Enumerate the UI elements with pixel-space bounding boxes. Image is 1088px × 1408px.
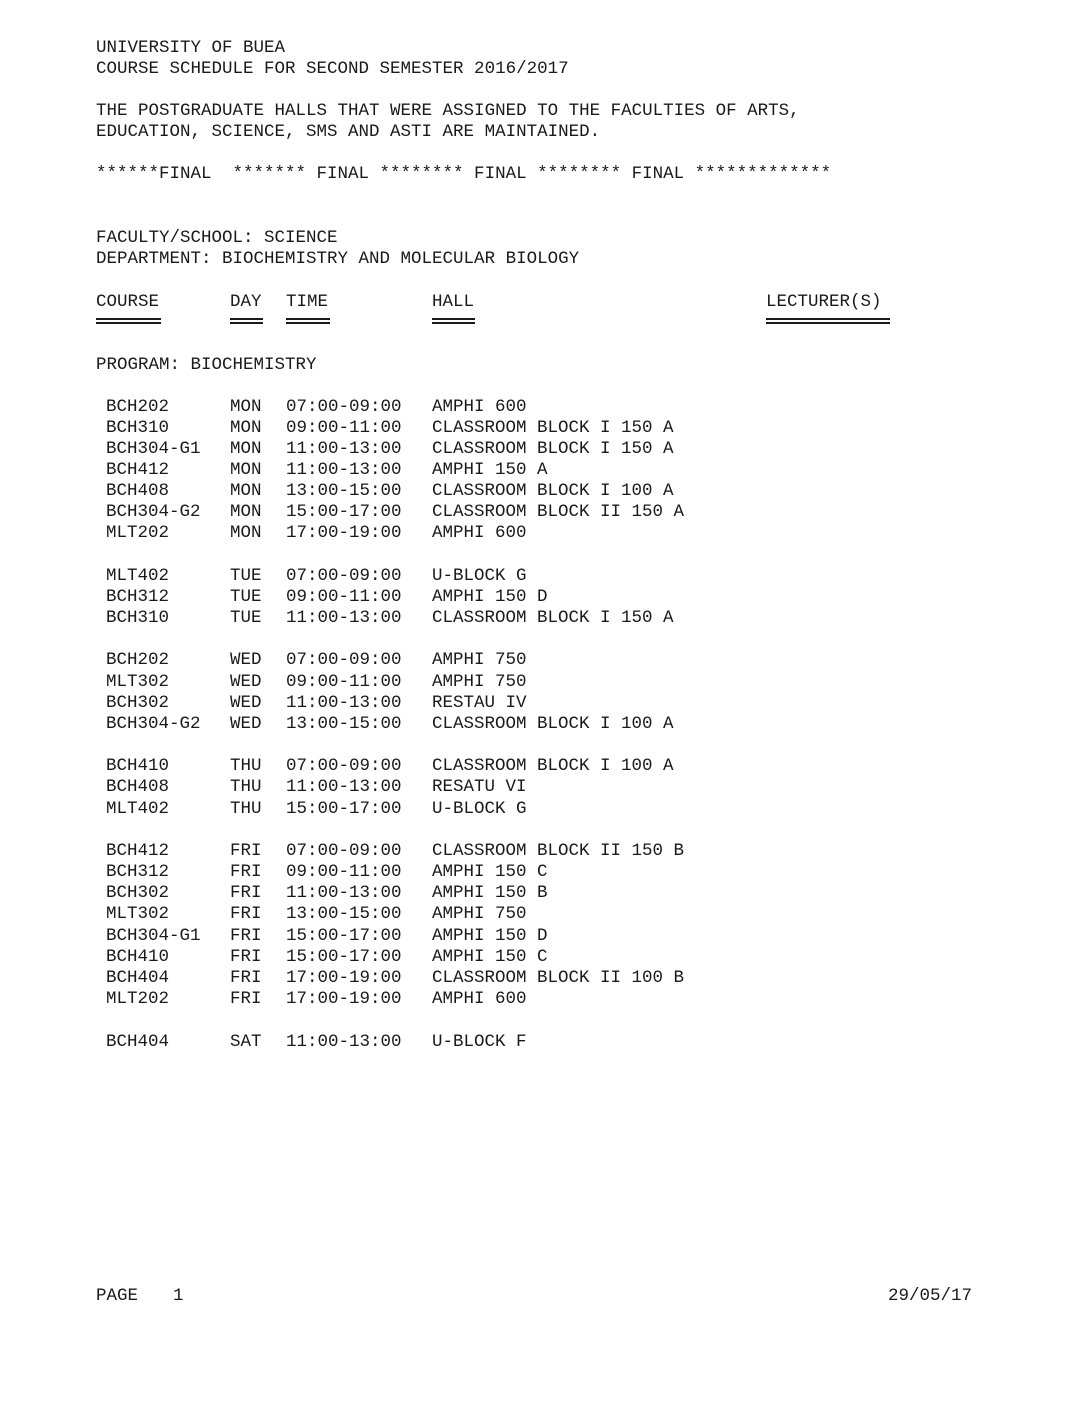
- day-cell: MON: [230, 397, 262, 417]
- course-code: BCH404: [106, 1032, 170, 1052]
- course-code: BCH408: [106, 481, 170, 501]
- course-code: BCH304-G1: [106, 439, 201, 459]
- time-cell: 15:00-17:00: [286, 502, 402, 522]
- day-cell: FRI: [230, 862, 262, 882]
- hall-cell: AMPHI 600: [432, 989, 527, 1009]
- table-row: [0, 862, 1088, 883]
- time-cell: 13:00-15:00: [286, 481, 402, 501]
- column-header-time: TIME: [286, 292, 329, 312]
- table-row: [0, 608, 1088, 629]
- table-row: [0, 502, 1088, 523]
- day-cell: MON: [230, 460, 262, 480]
- day-cell: FRI: [230, 904, 262, 924]
- day-cell: FRI: [230, 989, 262, 1009]
- program-line: PROGRAM: BIOCHEMISTRY: [96, 355, 317, 375]
- course-code: BCH412: [106, 460, 170, 480]
- hall-cell: U-BLOCK G: [432, 566, 527, 586]
- course-code: MLT202: [106, 523, 170, 543]
- hall-cell: CLASSROOM BLOCK I 100 A: [432, 481, 674, 501]
- time-cell: 15:00-17:00: [286, 926, 402, 946]
- time-cell: 09:00-11:00: [286, 862, 402, 882]
- hall-underline: [432, 318, 475, 320]
- table-row: [0, 587, 1088, 608]
- hall-cell: CLASSROOM BLOCK I 150 A: [432, 608, 674, 628]
- hall-cell: CLASSROOM BLOCK II 150 B: [432, 841, 685, 861]
- course-code: BCH310: [106, 608, 170, 628]
- course-code: BCH410: [106, 947, 170, 967]
- time-cell: 07:00-09:00: [286, 756, 402, 776]
- course-code: BCH304-G1: [106, 926, 201, 946]
- course-underline: [96, 318, 161, 320]
- hall-cell: U-BLOCK G: [432, 799, 527, 819]
- course-code: BCH202: [106, 650, 170, 670]
- day-cell: TUE: [230, 587, 262, 607]
- hall-cell: CLASSROOM BLOCK I 150 A: [432, 418, 674, 438]
- time-cell: 11:00-13:00: [286, 439, 402, 459]
- faculty-line: FACULTY/SCHOOL: SCIENCE: [96, 228, 338, 248]
- hall-cell: RESTAU IV: [432, 693, 527, 713]
- day-cell: MON: [230, 502, 262, 522]
- table-row: [0, 672, 1088, 693]
- course-code: BCH302: [106, 693, 170, 713]
- course-code: MLT202: [106, 989, 170, 1009]
- day-cell: WED: [230, 714, 262, 734]
- table-row: [0, 904, 1088, 925]
- final-banner: ******FINAL ******* FINAL ******** FINAL ******** FINAL *************: [96, 164, 832, 184]
- table-row: [0, 883, 1088, 904]
- hall-cell: CLASSROOM BLOCK I 150 A: [432, 439, 674, 459]
- hall-cell: AMPHI 150 C: [432, 947, 548, 967]
- time-cell: 07:00-09:00: [286, 397, 402, 417]
- page-number: 1: [173, 1286, 184, 1306]
- time-underline: [286, 318, 330, 320]
- course-code: BCH312: [106, 587, 170, 607]
- course-code: BCH304-G2: [106, 502, 201, 522]
- table-row: [0, 439, 1088, 460]
- column-header-lecturers: LECTURER(S): [766, 292, 882, 312]
- day-cell: THU: [230, 777, 262, 797]
- day-cell: WED: [230, 650, 262, 670]
- department-line: DEPARTMENT: BIOCHEMISTRY AND MOLECULAR BIOLOGY: [96, 249, 580, 269]
- course-code: BCH408: [106, 777, 170, 797]
- day-cell: FRI: [230, 841, 262, 861]
- time-cell: 07:00-09:00: [286, 650, 402, 670]
- course-code: MLT302: [106, 672, 170, 692]
- hall-cell: AMPHI 750: [432, 672, 527, 692]
- time-cell: 11:00-13:00: [286, 777, 402, 797]
- day-cell: SAT: [230, 1032, 262, 1052]
- table-row: [0, 714, 1088, 735]
- course-code: BCH312: [106, 862, 170, 882]
- time-cell: 13:00-15:00: [286, 904, 402, 924]
- time-cell: 11:00-13:00: [286, 883, 402, 903]
- table-row: [0, 756, 1088, 777]
- column-header-course: COURSE: [96, 292, 160, 312]
- time-cell: 09:00-11:00: [286, 672, 402, 692]
- course-code: BCH410: [106, 756, 170, 776]
- course-code: BCH412: [106, 841, 170, 861]
- day-cell: MON: [230, 481, 262, 501]
- day-cell: MON: [230, 523, 262, 543]
- time-cell: 15:00-17:00: [286, 799, 402, 819]
- table-row: [0, 968, 1088, 989]
- time-cell: 11:00-13:00: [286, 693, 402, 713]
- course-code: BCH304-G2: [106, 714, 201, 734]
- time-cell: 11:00-13:00: [286, 1032, 402, 1052]
- hall-cell: AMPHI 150 A: [432, 460, 548, 480]
- course-code: BCH404: [106, 968, 170, 988]
- table-row: [0, 566, 1088, 587]
- time-cell: 17:00-19:00: [286, 523, 402, 543]
- day-cell: THU: [230, 756, 262, 776]
- table-row: [0, 926, 1088, 947]
- table-row: [0, 777, 1088, 798]
- hall-cell: AMPHI 150 C: [432, 862, 548, 882]
- table-row: [0, 460, 1088, 481]
- time-cell: 15:00-17:00: [286, 947, 402, 967]
- time-cell: 13:00-15:00: [286, 714, 402, 734]
- notice-line-1: THE POSTGRADUATE HALLS THAT WERE ASSIGNED TO THE FACULTIES OF ARTS,: [96, 101, 800, 121]
- hall-cell: CLASSROOM BLOCK II 150 A: [432, 502, 685, 522]
- schedule-title: COURSE SCHEDULE FOR SECOND SEMESTER 2016/2017: [96, 59, 569, 79]
- time-cell: 09:00-11:00: [286, 587, 402, 607]
- time-cell: 07:00-09:00: [286, 841, 402, 861]
- day-cell: WED: [230, 672, 262, 692]
- hall-cell: CLASSROOM BLOCK I 100 A: [432, 756, 674, 776]
- hall-cell: U-BLOCK F: [432, 1032, 527, 1052]
- hall-cell: AMPHI 150 D: [432, 587, 548, 607]
- day-cell: WED: [230, 693, 262, 713]
- time-cell: 09:00-11:00: [286, 418, 402, 438]
- table-row: [0, 523, 1088, 544]
- hall-cell: RESATU VI: [432, 777, 527, 797]
- time-cell: 17:00-19:00: [286, 989, 402, 1009]
- print-date: 29/05/17: [888, 1286, 973, 1306]
- table-row: [0, 1032, 1088, 1053]
- day-cell: FRI: [230, 883, 262, 903]
- day-cell: FRI: [230, 926, 262, 946]
- table-row: [0, 989, 1088, 1010]
- day-cell: MON: [230, 418, 262, 438]
- hall-cell: AMPHI 600: [432, 397, 527, 417]
- lecturers-underline: [766, 318, 890, 320]
- column-header-day: DAY: [230, 292, 262, 312]
- page-label: PAGE: [96, 1286, 139, 1306]
- day-underline: [230, 318, 263, 320]
- course-code: MLT302: [106, 904, 170, 924]
- day-cell: TUE: [230, 566, 262, 586]
- table-row: [0, 481, 1088, 502]
- day-cell: FRI: [230, 968, 262, 988]
- time-cell: 11:00-13:00: [286, 608, 402, 628]
- time-cell: 11:00-13:00: [286, 460, 402, 480]
- university-name: UNIVERSITY OF BUEA: [96, 38, 286, 58]
- day-cell: THU: [230, 799, 262, 819]
- time-cell: 07:00-09:00: [286, 566, 402, 586]
- table-row: [0, 650, 1088, 671]
- day-cell: MON: [230, 439, 262, 459]
- table-row: [0, 841, 1088, 862]
- course-code: BCH302: [106, 883, 170, 903]
- table-row: [0, 418, 1088, 439]
- column-header-hall: HALL: [432, 292, 475, 312]
- course-code: BCH202: [106, 397, 170, 417]
- day-cell: FRI: [230, 947, 262, 967]
- course-code: MLT402: [106, 566, 170, 586]
- hall-cell: AMPHI 150 D: [432, 926, 548, 946]
- course-code: BCH310: [106, 418, 170, 438]
- notice-line-2: EDUCATION, SCIENCE, SMS AND ASTI ARE MAINTAINED.: [96, 122, 601, 142]
- hall-cell: CLASSROOM BLOCK I 100 A: [432, 714, 674, 734]
- hall-cell: AMPHI 150 B: [432, 883, 548, 903]
- hall-cell: AMPHI 600: [432, 523, 527, 543]
- table-row: [0, 799, 1088, 820]
- table-row: [0, 693, 1088, 714]
- course-code: MLT402: [106, 799, 170, 819]
- hall-cell: CLASSROOM BLOCK II 100 B: [432, 968, 685, 988]
- hall-cell: AMPHI 750: [432, 904, 527, 924]
- table-row: [0, 947, 1088, 968]
- hall-cell: AMPHI 750: [432, 650, 527, 670]
- time-cell: 17:00-19:00: [286, 968, 402, 988]
- day-cell: TUE: [230, 608, 262, 628]
- table-row: [0, 397, 1088, 418]
